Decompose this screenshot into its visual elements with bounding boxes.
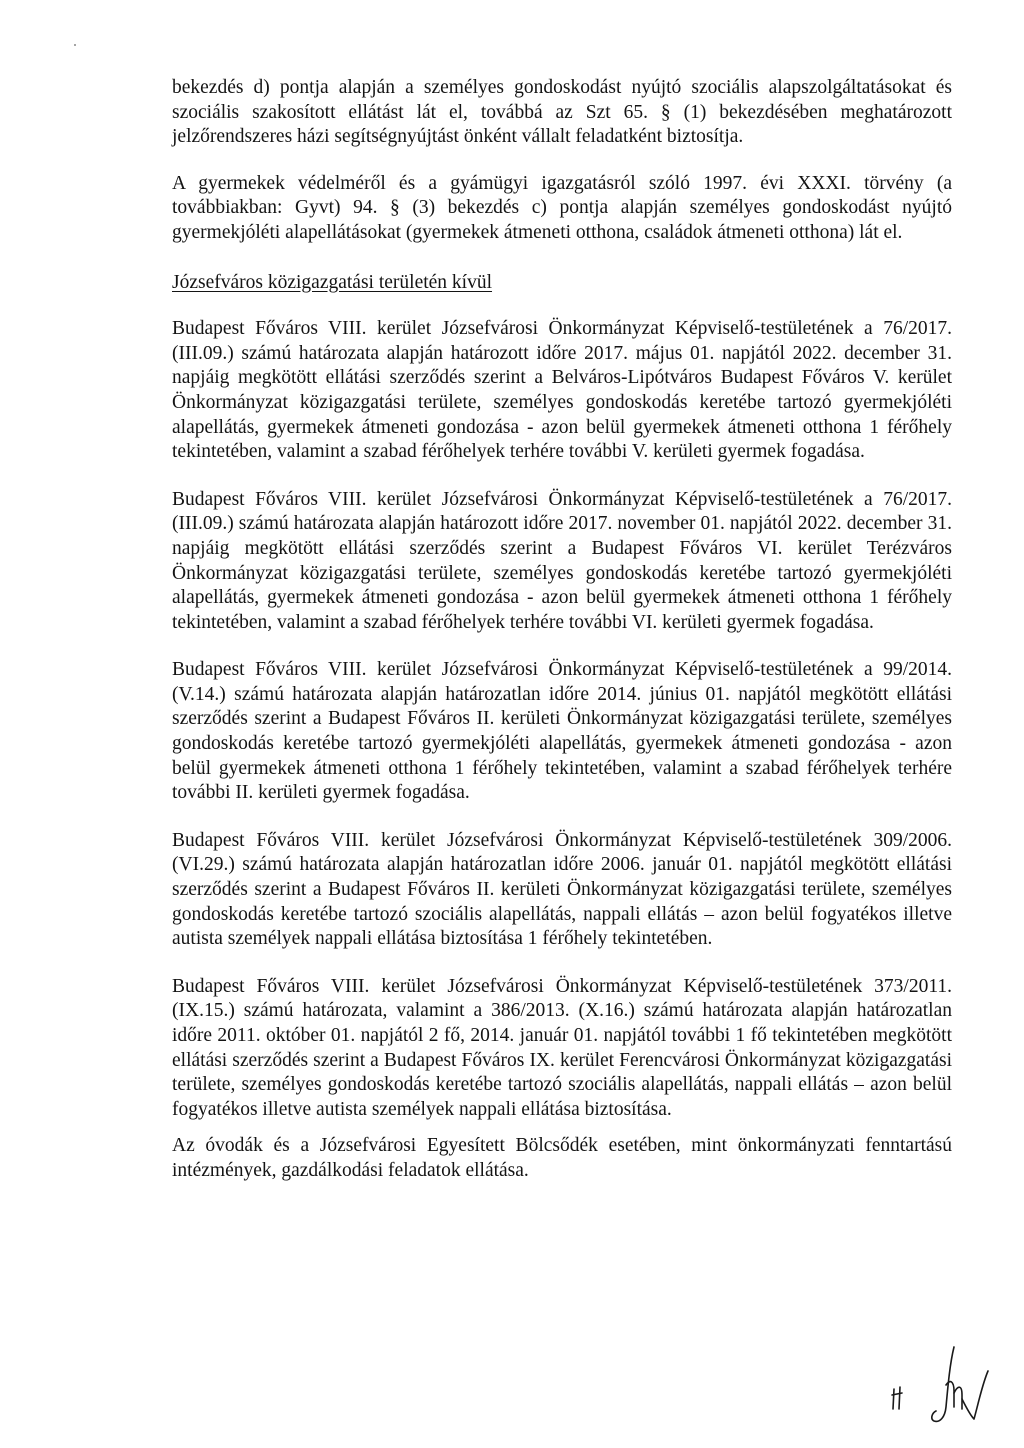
- paragraph-intro-continuation: bekezdés d) pontja alapján a személyes gondoskodást nyújtó szociális alapszolgáltatásokat és szociális szakosított ellátást lát el, továbbá az Szt 65. § (1) bekezdésében meghatározott jelzőrendszeres házi segítségnyújtást önként vállalt feladatként biztosítja.: [172, 77, 952, 148]
- paragraph-contract-district-v: Budapest Főváros VIII. kerület Józsefvárosi Önkormányzat Képviselő-testületének a 76/2017. (III.09.) számú határozata alapján határozott időre 2017. május 01. napjától 2022. december 31. napjáig megkötött ellátási szerződés szerint a Belváros-Lipótváros Budapest Főváros V. kerület Önkormányzat közigazgatási területe, személyes gondoskodás keretébe tartozó gyermekjóléti alapellátás, gyermekek átmeneti gondozása - azon belül gyermekek átmeneti otthona 1 férőhely tekintetében, valamint a szabad férőhelyek terhére további V. kerületi gyermek fogadása.: [172, 318, 952, 463]
- document-page: [172, 76, 952, 1184]
- paragraph-contract-district-ix: Budapest Főváros VIII. kerület Józsefvárosi Önkormányzat Képviselő-testületének 373/2011. (IX.15.) számú határozata, valamint a 386/2013. (X.16.) számú határozata alapján határozatlan időre 2011. október 01. napjától 2 fő, 2014. január 01. napjától további 1 fő tekintetében megkötött ellátási szerződés szerint a Budapest Főváros IX. kerület Ferencvárosi Önkormányzat közigazgatási területe, személyes gondoskodás keretébe tartozó szociális alapellátás, nappali ellátás – azon belül fogyatékos illetve autista személyek nappali ellátása biztosítása.: [172, 975, 952, 1120]
- paragraph-contract-district-ii-disabled: Budapest Főváros VIII. kerület Józsefvárosi Önkormányzat Képviselő-testületének 309/2006. (VI.29.) számú határozata alapján határozatlan időre 2006. január 01. napjától megkötött ellátási szerződés szerint a Budapest Főváros II. kerületi Önkormányzat közigazgatási területe, személyes gondoskodás keretébe tartozó szociális alapellátás, nappali ellátás – azon belül fogyatékos illetve autista személyek nappali ellátása biztosítása 1 férőhely tekintetében.: [172, 829, 952, 950]
- section-heading-outside-jozsefvaros: Józsefváros közigazgatási területén kívül: [172, 271, 493, 293]
- paragraph-gyvt: A gyermekek védelméről és a gyámügyi igazgatásról szóló 1997. évi XXXI. törvény (a továbbiakban: Gyvt) 94. § (3) bekezdés c) pontja alapján személyes gondoskodást nyújtó gyermekjóléti alapellátásokat (gyermekek átmeneti otthona, családok átmeneti otthona) lát el.: [172, 172, 952, 243]
- handwritten-signature: [880, 1345, 1010, 1425]
- scan-speck: [74, 44, 76, 46]
- paragraph-contract-district-ii-children: Budapest Főváros VIII. kerület Józsefvárosi Önkormányzat Képviselő-testületének a 99/2014. (V.14.) számú határozata alapján határozatlan időre 2014. június 01. napjától megkötött ellátási szerződés szerint a Budapest Főváros II. kerületi Önkormányzat közigazgatási területe, személyes gondoskodás keretébe tartozó gyermekjóléti alapellátás, gyermekek átmeneti gondozása - azon belül gyermekek átmeneti otthona 1 férőhely tekintetében, valamint a szabad férőhelyek terhére további II. kerületi gyermek fogadása.: [172, 659, 952, 804]
- paragraph-kindergartens: Az óvodák és a Józsefvárosi Egyesített Bölcsődék esetében, mint önkormányzati fenntartású intézmények, gazdálkodási feladatok ellátása.: [172, 1135, 952, 1181]
- paragraph-contract-district-vi: Budapest Főváros VIII. kerület Józsefvárosi Önkormányzat Képviselő-testületének a 76/2017. (III.09.) számú határozata alapján határozott időre 2017. november 01. napjától 2022. december 31. napjáig megkötött ellátási szerződés szerint a Budapest Főváros VI. kerület Terézváros Önkormányzat közigazgatási területe, személyes gondoskodás keretébe tartozó gyermekjóléti alapellátás, gyermekek átmeneti gondozása - azon belül gyermekek átmeneti otthona 1 férőhely tekintetében, valamint a szabad férőhelyek terhére további VI. kerületi gyermek fogadása.: [172, 488, 952, 633]
